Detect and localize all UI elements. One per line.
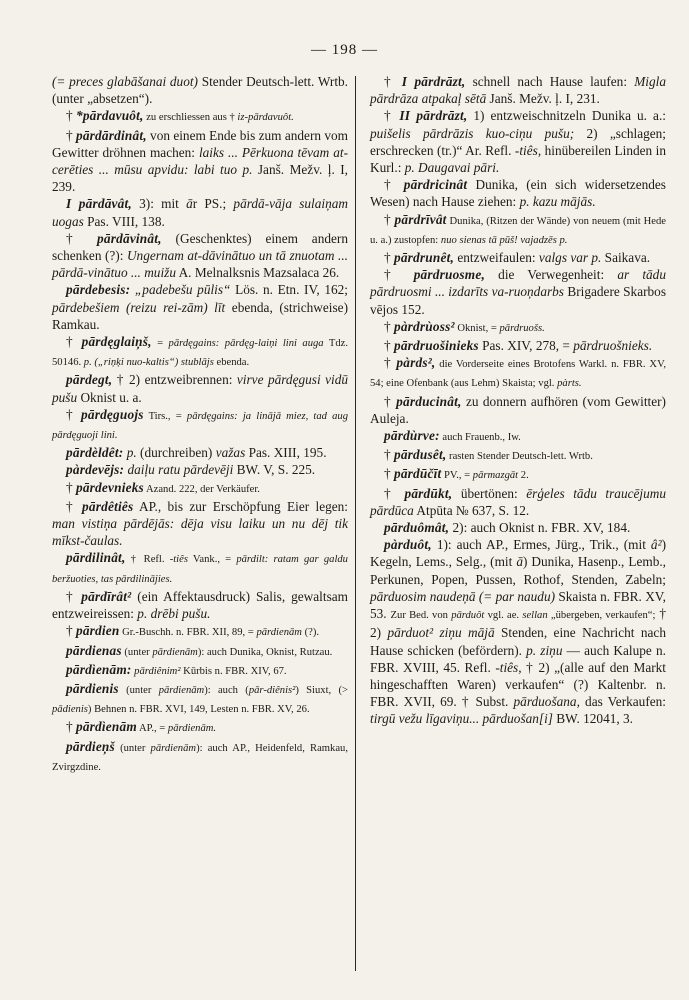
dictionary-entry [370,318,666,337]
dictionary-entry [370,337,666,354]
entry-text: † [384,318,394,334]
entry-text: 2) „schlagen; erschrecken (tr.)“ Ar. Refl. [370,125,666,158]
dictionary-entry [370,266,666,318]
dictionary-entry [370,465,666,484]
entry-text: ) Kegeln, Lems., Selg., (mit [370,537,666,570]
headword: pārdīrât² [81,588,132,604]
headword: pārdruošinieks [393,338,479,354]
dictionary-entry [52,461,348,478]
dictionary-entry [52,661,348,680]
entry-text: Migla pārdrāza atpakaļ sētā [370,74,666,107]
entry-text: ā [186,196,193,212]
dictionary-entry [370,536,666,727]
dictionary-entry [52,642,348,661]
entry-text: pārdienām [256,627,302,639]
entry-text: AP., bis zur Erschöpfung Eier legen: [133,498,348,514]
entry-text: † [66,230,98,246]
dictionary-entry [370,107,666,176]
entry-text: Pas. XIV, 278, = [478,338,574,354]
dictionary-entry [370,519,666,536]
dictionary-entry [52,680,348,718]
entry-text: -tiês, [495,659,522,675]
dictionary-entry [52,230,348,282]
headword: pārdricinât [403,177,468,193]
entry-text: nuo sienas tā pūš! vajadzēs p. [440,234,568,246]
entry-text: † [384,447,394,463]
entry-text: 3): mit [131,196,187,212]
headword: pārdusêt, [393,447,447,463]
headword: I pārdrāzt, [401,74,466,89]
entry-text: (unter [114,742,151,754]
dictionary-entry [370,393,666,427]
right-column [370,73,666,728]
entry-text: pārdęgains: ja linājā miez, tad aug pārdęguoji lini. [52,410,348,442]
entry-text: pàrts. [557,378,582,390]
headword: pārducinât, [396,393,462,409]
headword: pārdevnieks [75,479,144,495]
entry-text: ebenda. [213,357,250,369]
entry-text: Gr.-Buschh. n. FBR. XII, 89, = [119,627,257,639]
headword: pārdārdinât, [75,127,147,143]
dictionary-entry [370,249,666,266]
headword: II pārdrāzt, [399,108,468,124]
entry-text: laiks ... Pērkuona tēvam at-cerēties ... mūsu apvidu: labi tuo p. [52,144,348,178]
entry-text: Stender Deutsch-lett. Wrtb. (unter „absetzen“). [52,74,348,107]
entry-text: † [384,74,402,89]
entry-text: r PS.; [192,196,234,212]
dictionary-entry [52,588,348,622]
entry-text: â² [650,537,662,553]
entry-text: 1) entzweischnitzeln Dunika u. a.: [467,108,666,124]
entry-text: p. ziņu [526,642,563,658]
entry-text: zu donnern aufhören (vom Gewitter) Auleja. [370,393,666,426]
entry-text: pārdebešiem (reizu rei-zām) līt [52,299,226,315]
headword: pārdegt, [66,372,113,388]
entry-text: Dunika, (Ritzen der Wände) von neuem (mit Hede u. a.) zustopfen: [370,215,666,246]
entry-text: pārdā-vāja sulaiņam uogas [52,196,348,229]
entry-text: das Verkaufen: [579,694,667,710]
entry-text: (unter [118,684,159,696]
entry-text: Tdz. 50146. [52,338,348,369]
entry-text: pārdienām. [167,723,217,735]
dictionary-entry [370,73,666,107]
entry-text: † [384,393,397,409]
headword: pàrdrùoss² [393,318,455,334]
entry-text: pārdienām [158,684,205,696]
entry-text: Pas. VIII, 138. [83,213,165,229]
entry-text: Janš. Mežv. ļ. I, 231. [486,91,600,107]
entry-text: ā [516,554,523,570]
entry-text: (ein Affektausdruck) Salis, gewaltsam entzweireissen: [52,588,348,622]
entry-text: † [384,108,400,124]
headword: pārdêtiês [82,498,134,514]
entry-text: die Verwegenheit: [484,267,618,283]
entry-text: pārdęgains: pārdęg-laiņi lini auga [168,338,324,350]
entry-text: ) Siuxt, (> [295,684,348,696]
headword: pārdāvinât, [97,230,162,246]
dictionary-entry [370,211,666,249]
entry-text: Kūrbis n. FBR. XIV, 67. [180,665,287,677]
entry-text: virve pārdęgusi vidū pušu [52,372,349,405]
entry-text: puišelis pārdrāzis kuo-ciņu pušu; [370,125,575,141]
dictionary-entry [52,107,348,126]
entry-text: Brigadere Skarbos vējos 152. [370,284,667,317]
entry-text: entzweifaulen: [454,250,539,266]
entry-text: sellan [522,610,548,622]
entry-text: übertönen: [452,485,527,501]
page-number: — 198 — [311,42,378,58]
entry-text: Tirs., = [143,410,187,422]
entry-text: vgl. ae. [484,610,523,622]
entry-text: pārdiênim² [131,665,181,677]
entry-text: ērģeles tādu traucējumu pārdūca [370,485,666,518]
entry-text: BW. V, S. 225. [233,462,316,478]
entry-text: ar tādu pārdruosmi ... izdarīts va-ruoņdarbs [370,267,666,300]
entry-text: ziņu mājā [433,625,495,641]
headword: pārdìenām: [66,661,132,677]
headword: pārdruosme, [413,267,485,283]
entry-text: valgs var p. [538,250,602,266]
column-divider [355,76,356,971]
headword: pārdūčīt [393,466,442,482]
entry-text: (?). [301,627,320,639]
entry-text: ): auch AP., Heidenfeld, Ramkau, Zvirgzdine. [52,742,348,773]
entry-text: pārdruošnieks. [573,338,653,354]
dictionary-entry [52,281,348,333]
entry-text: 2): auch Oknist n. FBR. XV, 184. [449,520,631,536]
entry-text: † [66,479,76,495]
entry-text: pārdilt: ratam gar galdu beržuoties, tas pārdilinājies. [52,554,348,585]
entry-text: † Refl. [125,554,170,566]
entry-text: 2. [518,470,529,482]
entry-text: „übergeben, verkaufen“; [547,610,656,622]
left-column [52,73,348,776]
entry-text: p. Daugavai pāri. [404,160,500,176]
headword: pārdrīvât [394,211,447,227]
entry-text: † 2) [370,606,666,641]
entry-text: † [384,177,404,193]
entry-text: Atpūta № 637, S. 12. [413,502,530,518]
entry-text: BW. 12041, 3. [552,711,634,727]
dictionary-entry [52,738,348,776]
entry-text: pārdienām [152,646,198,658]
dictionary-entry [370,427,666,446]
entry-text: pār-diênis² [248,684,296,696]
headword: pàrdevējs: [66,462,125,478]
entry-text: † [384,267,414,283]
entry-text: Pas. XIII, 195. [245,445,327,461]
headword: pārdrunêt, [393,250,454,266]
entry-text: die Vorderseite eines Brotofens Warkl. n. FBR. XV, 54; eine Ofenbank (aus Lehm) Skaista; vgl. [370,359,666,390]
entry-text: rasten Stender Deutsch-lett. Wrtb. [446,451,593,463]
dictionary-entry [52,622,348,641]
entry-text: Zur Bed. von [390,610,452,622]
entry-text: Janš. Mežv. ļ. I, 239. [52,162,348,195]
headword: pārdebesis: [66,282,131,298]
entry-text: † [66,719,76,735]
entry-text: Ungernam at-dāvinātuo un tā znuotam ... pārdā-vinātuo ... muižu [52,248,348,281]
entry-text: Lös. n. Etn. IV, 162; [230,282,348,298]
entry-text: hinübereilen Linden in Kurl.: [370,142,666,176]
dictionary-entry [52,371,348,405]
entry-text: pārduot² [387,625,434,641]
entry-text: † [384,338,394,354]
entry-text: auch Frauenb., Iw. [439,432,521,444]
headword: pārdūkt, [404,485,453,501]
entry-text: Oknist u. a. [77,389,142,405]
entry-text: † 2) „(alle auf den Markt hingeschafften Waren) verkaufen“ (?) Kaltenbr. n. FBR. XVII, 69. † Subst. [370,659,667,710]
entry-text: Azand. 222, der Verkäufer. [143,483,260,495]
headword: pārdùrve: [384,428,440,444]
dictionary-entry [370,176,666,210]
entry-text: † [66,108,76,124]
entry-text: iz-pārdavuôt. [237,112,294,124]
headword: pārdìenām [75,719,137,735]
entry-text: p. („riņķi nuo-kaltis“) stublājs [83,357,214,369]
entry-text: Saikava. [601,250,651,266]
entry-text: p. drēbi pušu. [137,606,211,622]
headword: pārdęguojs [81,406,144,422]
headword: pārdèldêt: [66,445,124,461]
entry-text: † [384,485,405,501]
entry-text: † [66,623,76,639]
entry-text: ) Dunika, Hasenp., Lemb., Perkunen, Popen, Pussen, Rothof, Stenden, Zabeln; [370,554,667,587]
dictionary-entry [52,333,348,371]
entry-text: -tiês [169,554,188,566]
dictionary-entry [52,127,348,196]
entry-text: = [151,338,169,350]
entry-text: (unter [121,646,153,658]
entry-text: Stenden, eine Nachricht nach Hause schicken (befördern). [370,625,666,658]
dictionary-entry [370,485,666,519]
entry-text: PV., = [441,470,473,482]
headword: pàrduôt, [384,537,432,553]
dictionary-entry [52,498,348,550]
entry-text: 1): auch AP., Ermes, Jürg., Trik., (mit [431,537,651,553]
entry-text: † [66,406,82,422]
entry-text: p. kazu mājās. [519,194,596,210]
entry-text: † [66,334,82,350]
dictionary-entry [52,444,348,461]
entry-text: (= preces glabāšanai duot) [52,74,198,89]
entry-text: † [384,466,394,482]
dictionary-entry [52,406,348,444]
headword: pārdęglaiņš, [81,334,152,350]
headword: pàrds², [396,355,436,371]
entry-text: zu erschliessen aus † [143,112,238,124]
headword: pārdien [75,623,120,639]
entry-text: schnell nach Hause laufen: [465,74,635,89]
entry-text: von einem Ende bis zum andern vom Gewitter dröhnen machen: [52,127,348,160]
entry-text: † [384,211,395,227]
entry-text: † 2) entzweibrennen: [112,372,237,388]
entry-text: Skaista n. FBR. XV, 53. [370,588,667,622]
entry-text: † [384,355,397,371]
entry-text: — auch Kalupe n. FBR. XVIII, 45. Refl. [370,642,666,675]
entry-text: tirgū vežu līgaviņu... pārduošan[i] [370,711,553,727]
entry-text: -tiês, [514,142,542,158]
entry-text: pārdienām [150,742,197,754]
headword: pārdienas [66,642,122,658]
entry-text: pārduošana, [513,694,580,710]
dictionary-entry [52,195,348,229]
headword: pārdieņš [66,738,115,754]
entry-text: važas [215,445,246,461]
headword: pārduômât, [384,520,450,536]
dictionary-entry [370,354,666,392]
entry-text: pārmazgāt [472,470,519,482]
entry-text: ): auch ( [204,684,249,696]
entry-text: „padebešu pūlis“ [130,282,231,298]
entry-text: p. [123,445,137,461]
entry-text: pārduosim naudeņā (= par naudu) [370,588,556,604]
entry-text: pārduôt [451,610,485,622]
entry-text: † [384,250,394,266]
entry-text: (Geschenktes) einem andern schenken (?): [52,230,348,264]
entry-text: Dunika, (ein sich widersetzendes Wesen) nach Hause ziehen: [370,177,666,210]
entry-text: † [66,498,83,514]
headword: pārdienis [66,680,119,696]
entry-text: Vank., = [187,554,237,566]
headword: *pārdavuôt, [75,108,144,124]
entry-text: pārdruošs. [499,322,545,334]
entry-text: ebenda, (strichweise) Ramkau. [52,299,348,332]
dictionary-entry [52,718,348,737]
entry-text: ) Behnen n. FBR. XVI, 149, Lesten n. FBR. XV, 26. [87,704,310,716]
dictionary-entry [52,549,348,587]
entry-text: ): auch Dunika, Oknist, Rutzau. [197,646,333,658]
entry-text: Oknist, = [454,322,500,334]
dictionary-entry [370,446,666,465]
dictionary-entry [52,479,348,498]
entry-text: AP., = [136,723,168,735]
entry-text: † [66,127,76,143]
entry-text: man vistiņa pārdējās: dēja visu laiku un nu dēj tik mīkst-čaulas. [52,516,348,549]
entry-text: A. Melnalksnis Mazsalaca 26. [175,265,340,281]
headword: pārdilinât, [66,550,126,566]
entry-text: (durchreiben) [136,445,216,461]
entry-text: † [66,588,82,604]
entry-text: pādienis [52,704,88,716]
entry-text: daiļu ratu pārdevēji [124,462,234,478]
dictionary-entry [52,73,348,107]
headword: I pārdāvât, [66,196,132,212]
